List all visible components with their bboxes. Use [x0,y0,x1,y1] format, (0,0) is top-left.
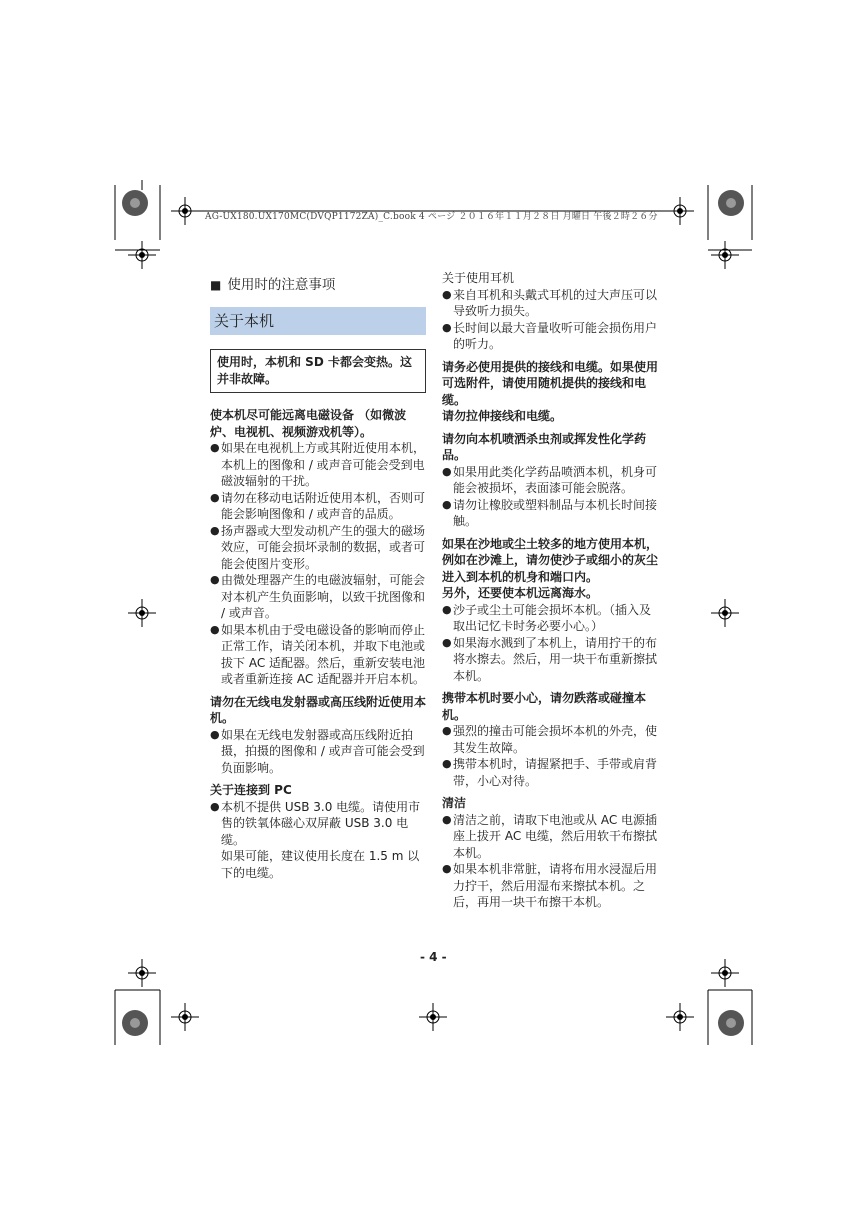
file-header: AG-UX180.UX170MC(DVQP1172ZA)_C.book 4 ページ ２０１６年１１月２８日 月曜日 午後２時２６分 [205,212,658,222]
bullet-icon: ● [442,602,452,616]
list-item: ● 如果在电视机上方或其附近使用本机，本机上的图像和 / 或声音可能会受到电磁波辐射的干扰。 [210,441,426,488]
block-heading: 请勿在无线电发射器或高压线附近使用本机。 [210,694,427,725]
bullet-icon: ● [442,862,452,875]
list-item: ● 扬声器或大型发动机产生的强大的磁场效应，可能会损坏录制的数据，或者可能会使图片变形。 [210,523,426,571]
block-heading: 使本机尽可能远离电磁设备 （如微波炉、电视机、视频游戏机等）。 [210,408,407,439]
bullet-icon: ● [442,757,452,770]
bullet-icon: ● [210,573,220,586]
list-item: ● 如果本机由于受电磁设备的影响而停止正常工作，请关闭本机，并取下电池或拔下 AC 适配器。然后，重新安装电池或者重新连接 AC 适配器并开启本机。 [210,622,426,686]
section-heading: ■ 使用时的注意事项 [210,277,336,293]
block-heading: 关于连接到 PC [210,783,292,797]
block-heading: 关于使用耳机 [442,271,515,285]
list-item: ● 如果海水溅到了本机上，请用拧干的布将水擦去。然后，用一块干布重新擦拭本机。 [442,635,658,683]
warning-box: 使用时，本机和 SD 卡都会变热。这并非故障。 [210,349,426,393]
list-item: ● 本机不提供 USB 3.0 电缆。请使用市售的铁氧体磁心双屏蔽 USB 3.0 电缆。 [210,799,421,847]
list-item: ● 清洁之前，请取下电池或从 AC 电源插座上拔开 AC 电缆，然后用软干布擦拭本机。 [442,812,658,860]
block-heading: 携带本机时要小心，请勿跌落或碰撞本机。 [442,691,647,722]
bullet-icon: ● [442,320,452,334]
block-heading: 清洁 [442,796,467,810]
bullet-icon: ● [210,727,220,741]
square-bullet-icon: ■ [210,278,222,292]
block-heading: 另外，还要使本机远离海水。 [442,586,599,600]
block-heading: 如果在沙地或尘土较多的地方使用本机，例如在沙滩上，请勿使沙子或细小的灰尘进入到本机的机身和端口内。 [442,536,659,584]
bullet-icon: ● [210,622,220,636]
note-paragraph: 如果可能，建议使用长度在 1.5 m 以下的电缆。 [221,849,420,880]
bullet-icon: ● [442,635,452,649]
list-item: ● 强烈的撞击可能会损坏本机的外壳，使其发生故障。 [442,724,658,755]
list-item: ● 如果在无线电发射器或高压线附近拍摄，拍摄的图像和 / 或声音可能会受到负面影响。 [210,727,425,775]
list-item: ● 携带本机时，请握紧把手、手带或肩背带，小心对待。 [442,757,658,788]
bullet-icon: ● [210,523,220,537]
list-item: ● 来自耳机和头戴式耳机的过大声压可以导致听力损失。 [442,287,658,318]
bullet-icon: ● [442,812,452,826]
bullet-icon: ● [210,799,220,813]
list-item: ● 请勿在移动电话附近使用本机，否则可能会影响图像和 / 或声音的品质。 [210,490,426,521]
bullet-icon: ● [210,441,220,454]
page-title: 关于本机 [210,307,426,335]
list-item: ● 如果本机非常脏，请将布用水浸湿后用力拧干，然后用湿布来擦拭本机。之后，再用一块干布擦干本机。 [442,862,658,909]
block-heading: 请勿向本机喷洒杀虫剂或挥发性化学药品。 [442,431,647,462]
page-number: - 4 - [420,950,447,964]
bullet-icon: ● [442,464,452,478]
list-item: ● 如果用此类化学药品喷洒本机，机身可能会被损坏，表面漆可能会脱落。 [442,464,658,495]
block-heading: 请务必使用提供的接线和电缆。如果使用可选附件，请使用随机提供的接线和电缆。 [442,359,659,407]
left-column [210,270,426,881]
bullet-icon: ● [442,497,452,511]
bullet-icon: ● [442,287,452,301]
list-item: ● 由微处理器产生的电磁波辐射，可能会对本机产生负面影响，以致干扰图像和 / 或声音。 [210,573,426,620]
list-item: ● 请勿让橡胶或塑料制品与本机长时间接触。 [442,497,658,528]
block-heading: 请勿拉伸接线和电缆。 [442,409,563,423]
bullet-icon: ● [442,724,452,737]
right-column [442,270,658,911]
bullet-icon: ● [210,490,220,504]
list-item: ● 沙子或尘土可能会损坏本机。（插入及取出记忆卡时务必要小心。） [442,602,652,633]
list-item: ● 长时间以最大音量收听可能会损伤用户的听力。 [442,320,658,351]
